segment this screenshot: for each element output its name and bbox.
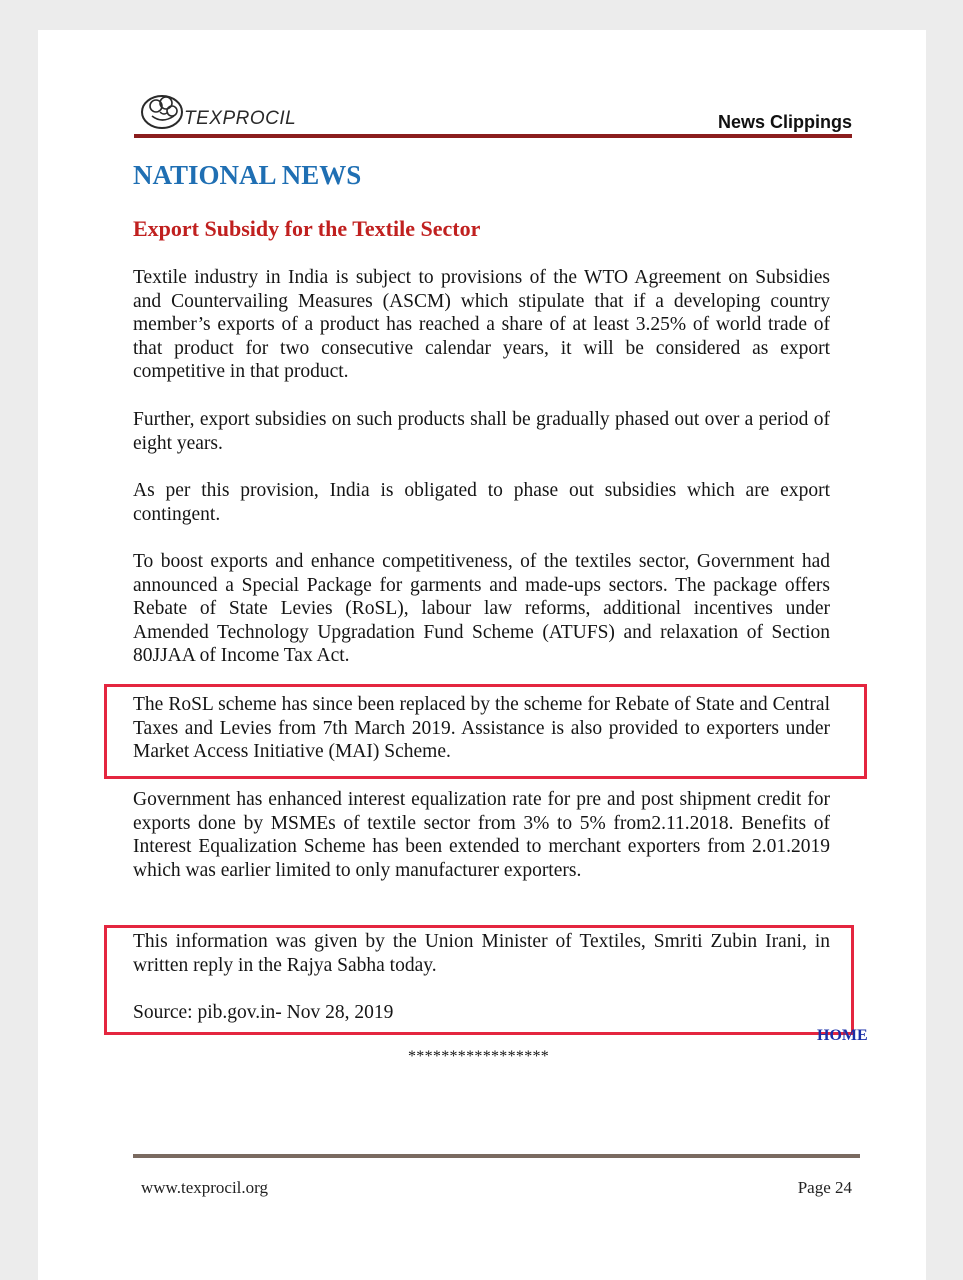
news-clippings-label: News Clippings	[717, 112, 852, 132]
texprocil-logo-icon	[138, 90, 186, 132]
section-title: NATIONAL NEWS	[133, 160, 362, 190]
article-paragraph: The RoSL scheme has since been replaced by the scheme for Rebate of State and Central Taxes and Levies from 7th March 2019. Assistance is also provided to exporters under Market Access Initiative (MAI) Scheme.	[133, 694, 830, 763]
footer-website: www.texprocil.org	[141, 1178, 269, 1197]
page-number: Page 24	[797, 1178, 852, 1197]
article-paragraph: Further, export subsidies on such products shall be gradually phased out over a period of eight years.	[133, 409, 830, 454]
logo-text: TEXPROCIL	[184, 108, 297, 129]
article-paragraph: Textile industry in India is subject to provisions of the WTO Agreement on Subsidies and Countervailing Measures (ASCM) which stipulate that if a developing country member’s exports of a product has reached a share of at least 3.25% of world trade of that product for two consecutive calendar years, it will be considered as export competitive in that product.	[133, 267, 830, 383]
article-paragraph: As per this provision, India is obligated to phase out subsidies which are export contingent.	[133, 480, 830, 525]
separator-stars: *****************	[408, 1048, 550, 1065]
article-paragraph: Government has enhanced interest equalization rate for pre and post shipment credit for exports done by MSMEs of textile sector from 3% to 5% from2.11.2018. Benefits of Interest Equalization Scheme has been extended to merchant exporters from 2.01.2019 which was earlier limited to only manufacturer exporters.	[133, 789, 830, 881]
footer-divider	[133, 1154, 860, 1158]
article-paragraph: To boost exports and enhance competitiveness, of the textiles sector, Government had announced a Special Package for garments and made-ups sectors. The package offers Rebate of State Levies (RoSL), labour law reforms, additional incentives under Amended Technology Upgradation Fund Scheme (ATUFS) and relaxation of Section 80JJAA of Income Tax Act.	[133, 551, 830, 667]
article-source: Source: pib.gov.in- Nov 28, 2019	[133, 1002, 394, 1023]
article-paragraph: This information was given by the Union Minister of Textiles, Smriti Zubin Irani, in written reply in the Rajya Sabha today.	[133, 931, 830, 976]
home-link[interactable]: HOME	[817, 1027, 868, 1044]
header-divider	[134, 134, 852, 138]
texprocil-logo	[138, 90, 338, 134]
article-title: Export Subsidy for the Textile Sector	[133, 216, 481, 241]
document-page	[38, 30, 926, 1280]
